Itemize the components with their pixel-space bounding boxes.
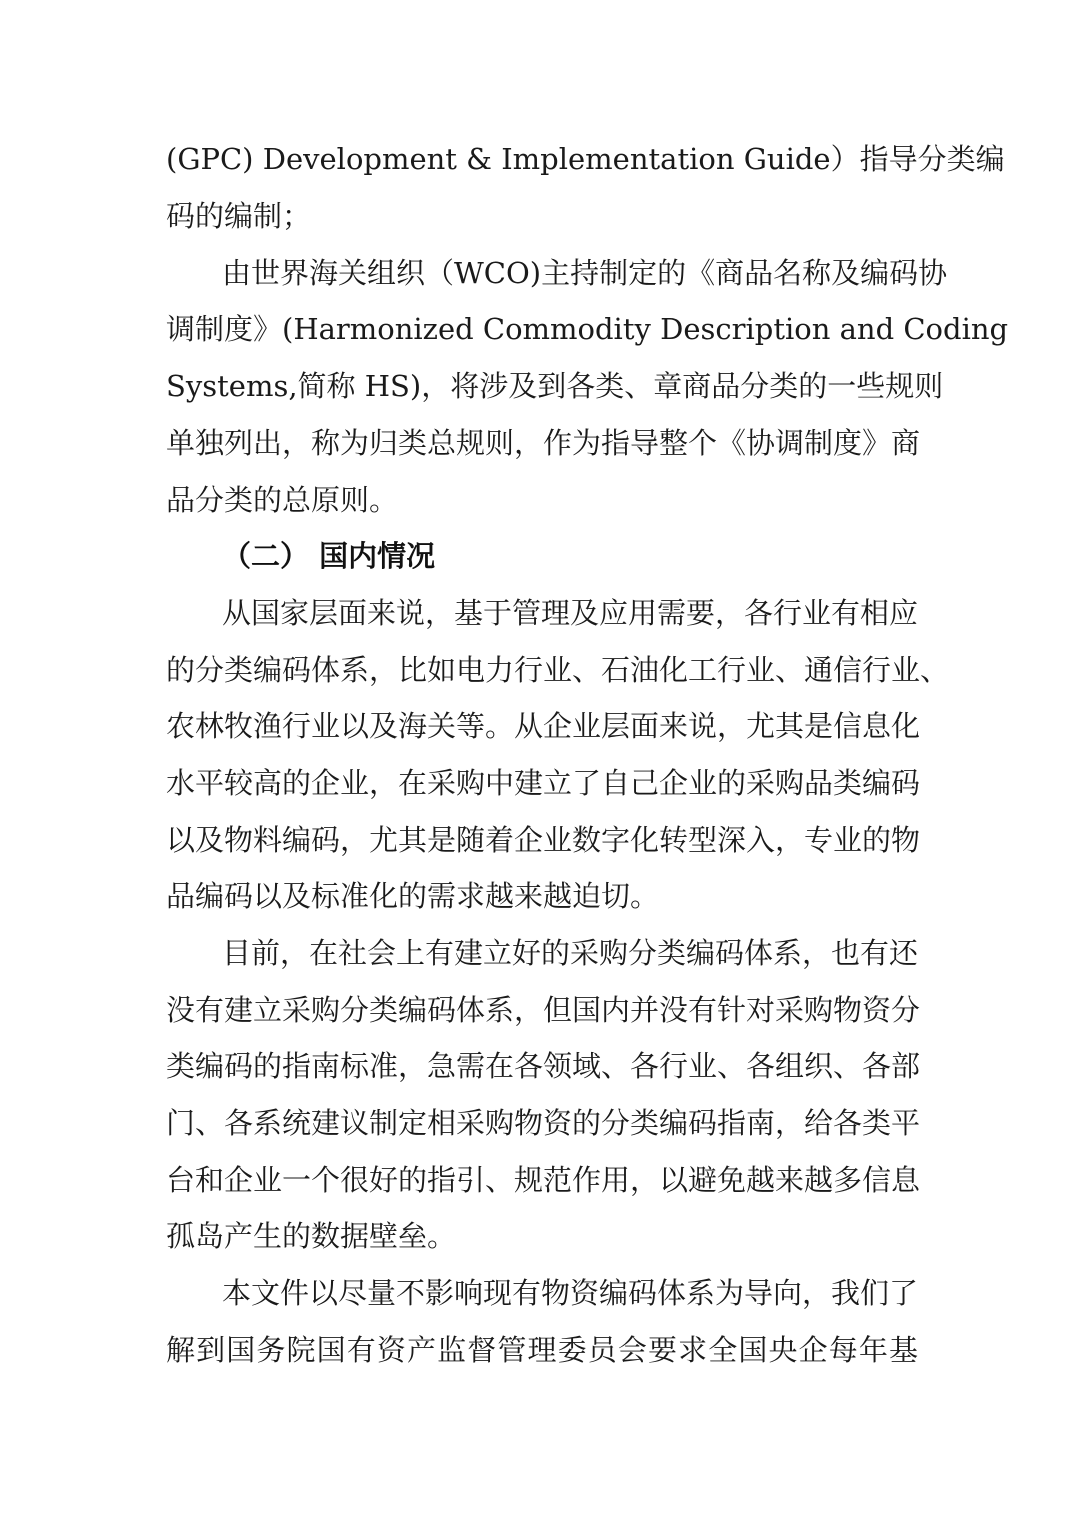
paragraph-current-line-6: 孤岛产生的数据壁垒。: [166, 1219, 457, 1253]
paragraph-domestic-line-5: 以及物料编码，尤其是随着企业数字化转型深入，专业的物: [166, 823, 921, 857]
paragraph-hs-line-1: 由世界海关组织（WCO)主持制定的《商品名称及编码协: [222, 256, 948, 290]
paragraph-gpc-line-2: 码的编制；: [166, 199, 312, 233]
paragraph-domestic-line-3: 农林牧渔行业以及海关等。从企业层面来说，尤其是信息化: [166, 709, 921, 743]
paragraph-current-line-1: 目前，在社会上有建立好的采购分类编码体系，也有还: [222, 936, 919, 970]
paragraph-document-line-2: 解到国务院国有资产监督管理委员会要求全国央企每年基: [166, 1333, 918, 1367]
paragraph-current-line-3: 类编码的指南标准，急需在各领域、各行业、各组织、各部: [166, 1049, 921, 1083]
paragraph-gpc-line-1: (GPC) Development & Implementation Guide）指导分类编: [166, 142, 1005, 176]
paragraph-current-line-4: 门、各系统建议制定相采购物资的分类编码指南，给各类平: [166, 1106, 921, 1140]
paragraph-current-line-2: 没有建立采购分类编码体系，但国内并没有针对采购物资分: [166, 993, 921, 1027]
paragraph-domestic-line-2: 的分类编码体系，比如电力行业、石油化工行业、通信行业、: [166, 653, 950, 687]
paragraph-hs-line-5: 品分类的总原则。: [166, 483, 399, 517]
paragraph-hs-line-2: 调制度》(Harmonized Commodity Description and Coding: [166, 312, 1009, 346]
paragraph-domestic-line-1: 从国家层面来说，基于管理及应用需要，各行业有相应: [222, 596, 919, 630]
section-heading: （二） 国内情况: [222, 539, 436, 573]
paragraph-hs-line-3: Systems,简称 HS)，将涉及到各类、章商品分类的一些规则: [166, 369, 944, 403]
paragraph-domestic-line-4: 水平较高的企业，在采购中建立了自己企业的采购品类编码: [166, 766, 921, 800]
paragraph-hs-line-4: 单独列出，称为归类总规则，作为指导整个《协调制度》商: [166, 426, 921, 460]
paragraph-current-line-5: 台和企业一个很好的指引、规范作用，以避免越来越多信息: [166, 1163, 921, 1197]
paragraph-document-line-1: 本文件以尽量不影响现有物资编码体系为导向，我们了: [222, 1276, 919, 1310]
paragraph-domestic-line-6: 品编码以及标准化的需求越来越迫切。: [166, 879, 660, 913]
